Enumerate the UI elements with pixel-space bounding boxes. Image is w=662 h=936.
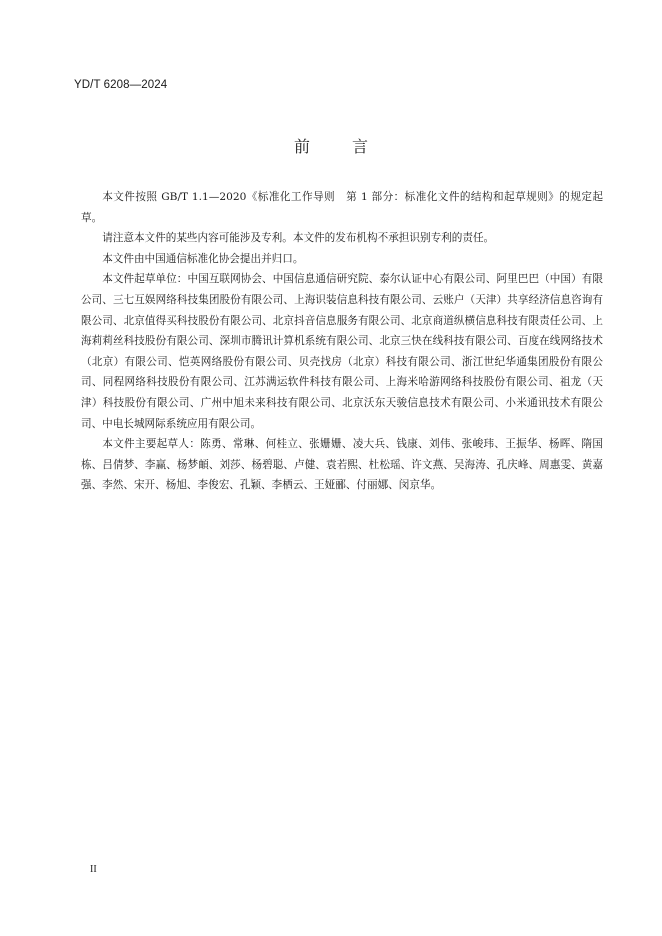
foreword-body [81, 187, 603, 496]
paragraph-drafting-organizations: 本文件起草单位：中国互联网协会、中国信息通信研究院、泰尔认证中心有限公司、阿里巴巴（中国）有限公司、三七互娱网络科技集团股份有限公司、上海识装信息科技有限公司、云账户（天津）共享经济信息咨询有限公司、北京值得买科技股份有限公司、北京抖音信息服务有限公司、北京商道纵横信息科技有限责任公司、上海莉莉丝科技股份有限公司、深圳市腾讯计算机系统有限公司、北京三快在线科技有限公司、百度在线网络技术（北京）有限公司、恺英网络股份有限公司、贝壳找房（北京）科技有限公司、浙江世纪华通集团股份有限公司、同程网络科技股份有限公司、江苏满运软件科技有限公司、上海米哈游网络科技股份有限公司、祖龙（天津）科技股份有限公司、广州中旭未来科技有限公司、北京沃东天骏信息技术有限公司、小米通讯技术有限公司、中电长城网际系统应用有限公司。 [81, 273, 603, 430]
page-number: II [90, 864, 97, 875]
paragraph-proposer: 本文件由中国通信标准化协会提出并归口。 [102, 252, 304, 265]
title-char-2: 言 [352, 137, 369, 156]
page-title [0, 134, 662, 157]
paragraph-patent-notice: 请注意本文件的某些内容可能涉及专利。本文件的发布机构不承担识别专利的责任。 [102, 232, 495, 245]
document-code: YD/T 6208—2024 [74, 79, 168, 91]
paragraph-drafting-rules: 本文件按照 GB/T 1.1—2020《标准化工作导则 第 1 部分：标准化文件的结构和起草规则》的规定起草。 [81, 191, 603, 224]
paragraph-main-drafters: 本文件主要起草人：陈勇、常琳、何桂立、张姗姗、凌大兵、钱康、刘伟、张峻玮、王振华、杨晖、隋国栋、吕倩梦、李赢、杨梦頔、刘莎、杨碧聪、卢健、袁若熙、杜松瑶、许文燕、吴海涛、孔庆峰、周惠雯、黄嘉强、李然、宋开、杨旭、李俊宏、孔颖、李栖云、王娅郦、付丽娜、闵京华。 [81, 438, 603, 492]
title-char-1: 前 [293, 137, 310, 156]
